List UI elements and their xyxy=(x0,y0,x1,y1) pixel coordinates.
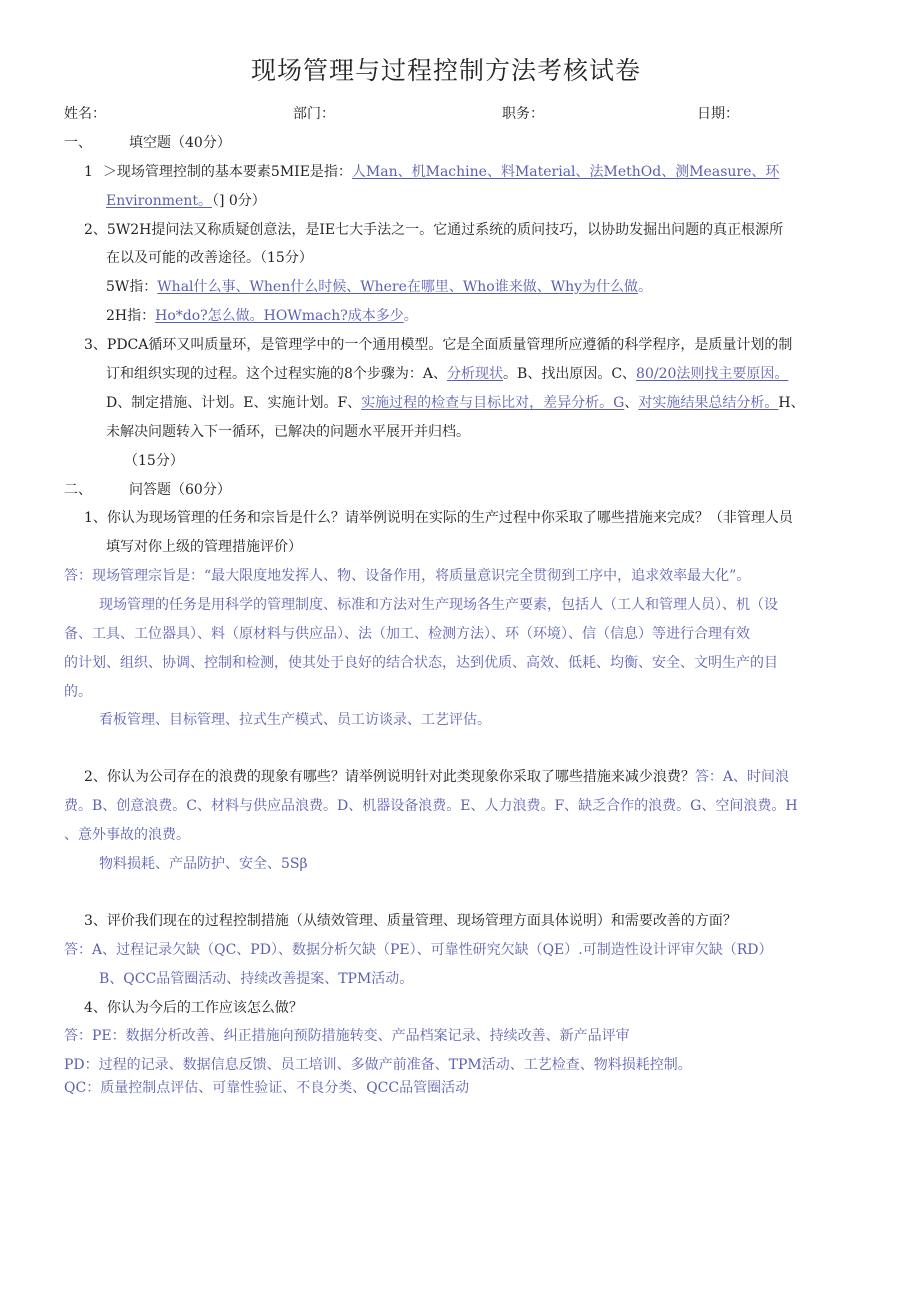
s1-q1-line2 xyxy=(106,191,266,211)
s1-q2-line2: 在以及可能的改善途径。（15分） xyxy=(106,250,313,266)
s1-q3-line3 xyxy=(106,393,805,413)
s2-q2-answer-4: 物料损耗、产品防护、安全、5Sβ xyxy=(99,856,308,872)
s1-q1-score: （] 0分） xyxy=(211,193,266,209)
s1-q3-text-h: H、 xyxy=(778,395,805,411)
position-label: 职务： xyxy=(502,106,544,122)
section2-number: 二、 xyxy=(64,482,92,498)
name-label: 姓名： xyxy=(64,106,106,122)
s1-q1-answer-a: 人Man、机Machine、料Material、法MethOd、测Measure、环 xyxy=(351,164,780,180)
s2-q1-answer-4: 的计划、组织、协调、控制和检测，使其处于良好的结合状态，达到优质、高效、低耗、均衡、安全、文明生产的目 xyxy=(64,655,778,671)
s1-q1-number: 1 xyxy=(84,164,93,180)
s1-q3-separator: 、 xyxy=(624,395,639,411)
s2-q3-answer-1: 答：A、过程记录欠缺（QC、PD）、数据分析欠缺（PE）、可靠性研究欠缺（QE）.可制造性设计评审欠缺（RD） xyxy=(64,942,773,958)
s1-q2-2h-end: 。 xyxy=(403,308,418,324)
s2-q1-answer-5: 的。 xyxy=(64,684,92,700)
s1-q3-line2 xyxy=(106,364,788,384)
s1-q3-answer-4: 对实施结果总结分析。 xyxy=(638,395,779,411)
s2-q4-line1: 4、你认为今后的工作应该怎么做？ xyxy=(84,1000,303,1016)
section1-heading: 填空题（40分） xyxy=(129,135,231,151)
s1-q2-line1: 2、5W2H提问法又称质疑创意法，是IE七大手法之一。它通过系统的质问技巧，以协助发掘出问题的真正根源所 xyxy=(84,222,784,238)
s1-q3-answer-2: 80/20法则找主要原因。 xyxy=(636,366,789,382)
s2-q2-line1 xyxy=(84,767,789,787)
s1-q1-prefix: ＞现场管理控制的基本要素5MIE是指： xyxy=(102,164,352,180)
s1-q1-answer-b: Environment。 xyxy=(106,193,212,209)
section2-heading: 问答题（60分） xyxy=(129,482,231,498)
s2-q1-line1: 1、你认为现场管理的任务和宗旨是什么？请举例说明在实际的生产过程中你采取了哪些措施来完成？（非管理人员 xyxy=(84,510,793,526)
dept-label: 部门： xyxy=(293,106,335,122)
s2-q3-line1: 3、评价我们现在的过程控制措施（从绩效管理、质量管理、现场管理方面具体说明）和需要改善的方面？ xyxy=(84,913,737,929)
s1-q2-5w-label: 5W指： xyxy=(106,279,158,295)
s2-q4-answer-2: PD：过程的记录、数据信息反馈、员工培训、多做产前准备、TPM活动、工艺检查、物料损耗控制。 xyxy=(64,1057,692,1073)
s1-q2-2h xyxy=(106,306,418,326)
date-label: 日期： xyxy=(697,106,739,122)
s2-q1-answer-1: 答：现场管理宗旨是：“最大限度地发挥人、物、设备作用，将质量意识完全贯彻到工序中，追求效率最大化”。 xyxy=(64,568,751,584)
s1-q2-5w xyxy=(106,277,652,297)
s2-q4-answer-1: 答：PE：数据分析改善、纠正措施向预防措施转变、产品档案记录、持续改善、新产品评审 xyxy=(64,1028,630,1044)
s1-q3-answer-1: 分析现状 xyxy=(447,366,504,382)
section1-number: 一、 xyxy=(64,135,92,151)
s1-q2-5w-end: 。 xyxy=(638,279,653,295)
s2-q1-answer-2: 现场管理的任务是用科学的管理制度、标准和方法对生产现场各生产要素，包括人（工人和管理人员）、机（设 xyxy=(99,597,778,613)
s2-q1-line2: 填写对你上级的管理措施评价） xyxy=(106,539,302,555)
s2-q1-answer-6: 看板管理、目标管理、拉式生产模式、员工访谈录、工艺评估。 xyxy=(99,712,491,728)
s1-q2-2h-label: 2H指： xyxy=(106,308,156,324)
s1-q3-answer-3: 实施过程的检查与目标比对，差异分析。G xyxy=(361,395,625,411)
s2-q2-answer-3: 、意外事故的浪费。 xyxy=(64,827,190,843)
s1-q3-line1: 3、PDCA循环又叫质量环，是管理学中的一个通用模型。它是全面质量管理所应遵循的科学程序，是质量计划的制 xyxy=(84,337,793,353)
s2-q1-answer-3: 备、工具、工位器具）、料（原材料与供应品）、法（加工、检测方法）、环（环境）、信（信息）等进行合理有效 xyxy=(64,626,750,642)
s2-q4-answer-3: QC：质量控制点评估、可靠性验证、不良分类、QCC品管圈活动 xyxy=(64,1080,470,1096)
s2-q2-answer-2: 费。B、创意浪费。C、材料与供应品浪费。D、机器设备浪费。E、人力浪费。F、缺乏合作的浪费。G、空间浪费。H xyxy=(64,798,798,814)
s2-q2-question: 2、你认为公司存在的浪费的现象有哪些？请举例说明针对此类现象你采取了哪些措施来减少浪费？ xyxy=(84,769,695,785)
s2-q3-answer-2: B、QCC品管圈活动、持续改善提案、TPM活动。 xyxy=(99,971,414,987)
s1-q2-5w-answer: Whal什么事、When什么时候、Where在哪里、Who谁来做、Why为什么做 xyxy=(157,279,639,295)
s2-q2-answer-1: 答：A、时间浪 xyxy=(694,769,790,785)
s1-q3-text-c: 。B、找出原因。C、 xyxy=(503,366,637,382)
page-title: 现场管理与过程控制方法考核试卷 xyxy=(251,56,642,85)
s1-q3-text-a: 订和组织实现的过程。这个过程实施的8个步骤为：A、 xyxy=(106,366,448,382)
s1-q1-line1 xyxy=(84,162,779,182)
s1-q2-2h-answer: Ho*do?怎么做。HOWmach?成本多少 xyxy=(155,308,404,324)
s1-q3-text-d: D、制定措施、计划。E、实施计划。F、 xyxy=(106,395,362,411)
s1-q3-line4: 未解决问题转入下一循环，已解决的问题水平展开并归档。 xyxy=(106,424,470,440)
s1-q3-score: （15分） xyxy=(124,453,184,469)
